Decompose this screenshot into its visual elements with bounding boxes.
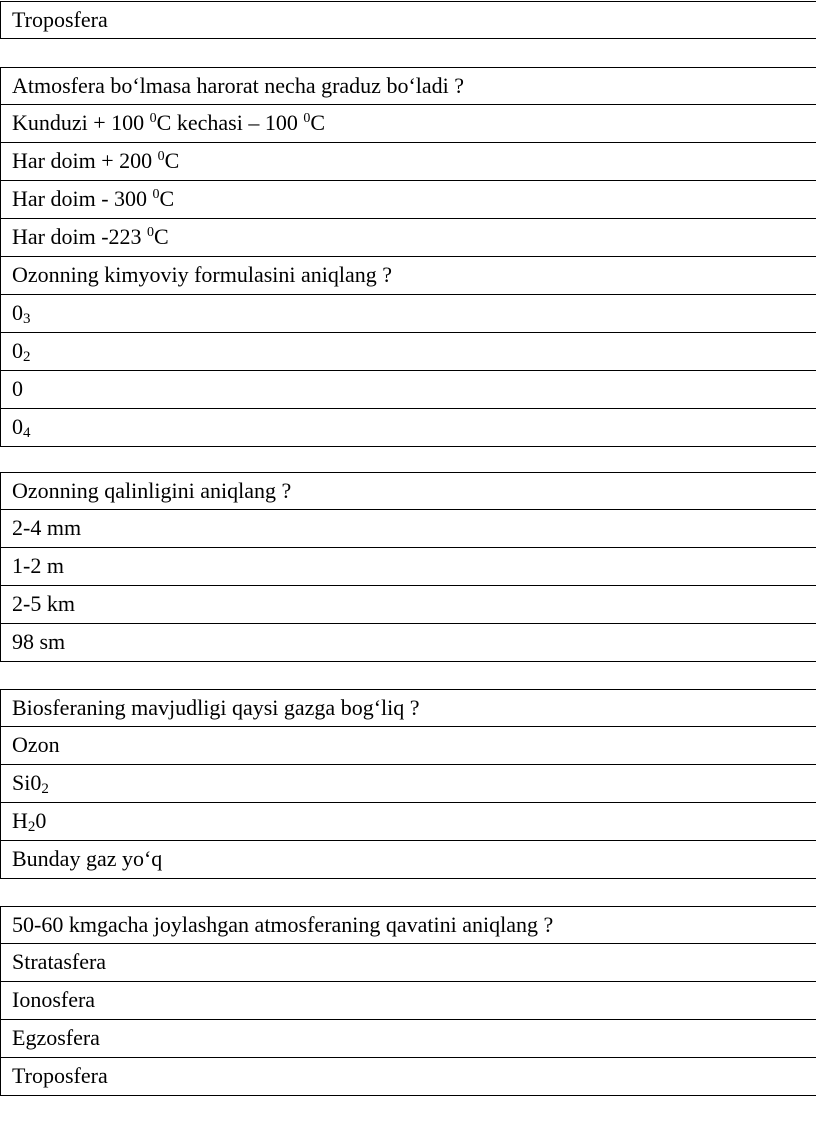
question-table-ozone-thickness (0, 472, 816, 662)
answer-row: Ionosfera (0, 982, 816, 1020)
question-row: Atmosfera bo‘lmasa harorat necha graduz bo‘ladi ? (0, 67, 816, 105)
answer-text: Har doim -223 (12, 224, 148, 249)
answer-row (0, 219, 816, 257)
subscript: 4 (23, 425, 31, 441)
degree-sup: 0 (303, 111, 311, 126)
answer-text: C (154, 224, 169, 249)
question-row: Biosferaning mavjudligi qaysi gazga bog‘liq ? (0, 689, 816, 727)
answer-row (0, 143, 816, 181)
answer-row (0, 803, 816, 841)
answer-row: 1-2 m (0, 548, 816, 586)
answer-text: C (159, 186, 175, 211)
answer-row: Troposfera (0, 1058, 816, 1096)
question-row: 50-60 kmgacha joylashgan atmosferaning qavatini aniqlang ? (0, 906, 816, 944)
answer-row: Stratasfera (0, 944, 816, 982)
answer-text: 0 (12, 300, 23, 325)
answer-row: Ozon (0, 727, 816, 765)
degree-sup: 0 (147, 225, 155, 240)
answer-text: 0 (35, 808, 47, 833)
answer-text: Har doim - 300 (12, 186, 153, 211)
answer-row (0, 333, 816, 371)
question-row: Ozonning qalinligini aniqlang ? (0, 472, 816, 510)
answer-row (0, 181, 816, 219)
answer-row: Bunday gaz yo‘q (0, 841, 816, 879)
answer-row: Troposfera (0, 1, 816, 39)
question-row: Ozonning kimyoviy formulasini aniqlang ? (0, 257, 816, 295)
answer-text: 0 (12, 414, 23, 439)
subscript: 2 (27, 819, 36, 835)
answer-text: Kunduzi + 100 (12, 110, 150, 135)
subscript: 2 (41, 781, 49, 797)
degree-sup: 0 (157, 149, 165, 164)
answer-row: 2-5 km (0, 586, 816, 624)
answer-row (0, 105, 816, 143)
answer-text: C kechasi – 100 (156, 110, 304, 135)
subscript: 3 (23, 311, 31, 327)
answer-row: 98 sm (0, 624, 816, 662)
answer-row: 2-4 mm (0, 510, 816, 548)
answer-text: C (164, 148, 180, 173)
question-table-biosphere-gas (0, 689, 816, 879)
subscript: 2 (23, 349, 31, 365)
answer-row: Egzosfera (0, 1020, 816, 1058)
answer-text: H (12, 808, 28, 833)
degree-sup: 0 (152, 187, 160, 202)
answer-row: 0 (0, 371, 816, 409)
answer-text: 0 (12, 338, 23, 363)
question-table-atmosphere-layer (0, 906, 816, 1096)
answer-text: Har doim + 200 (12, 148, 158, 173)
answer-table-top (0, 1, 816, 39)
answer-text: Si0 (12, 770, 42, 795)
question-table-temperature (0, 67, 816, 447)
answer-row (0, 409, 816, 447)
answer-text: C (310, 110, 326, 135)
degree-sup: 0 (149, 111, 157, 126)
answer-row (0, 765, 816, 803)
answer-row (0, 295, 816, 333)
